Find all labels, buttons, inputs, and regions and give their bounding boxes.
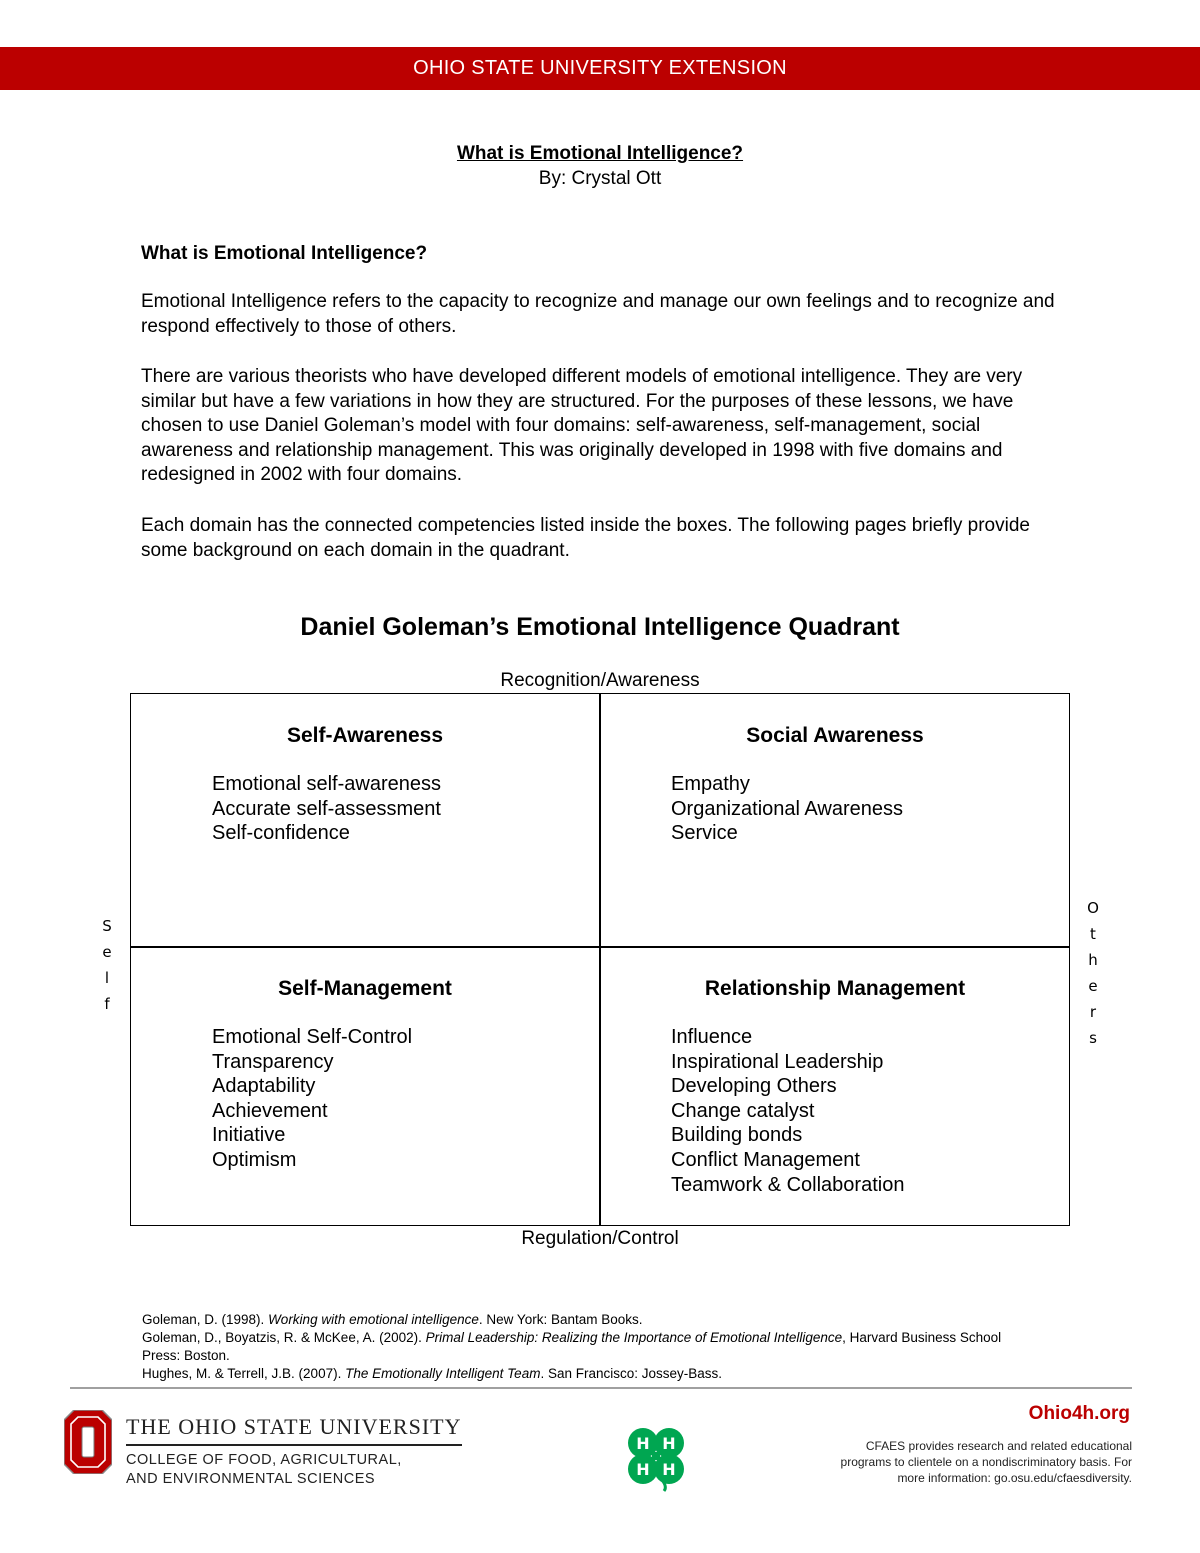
paragraph-text: Emotional Intelligence refers to the capacity to recognize and manage our own feelings and to recognize and respond effectively to those of others.: [141, 291, 1055, 337]
document-title: What is Emotional Intelligence?: [456, 143, 744, 164]
competency-item: Emotional Self-Control: [212, 1026, 413, 1048]
axis-letter: s: [1089, 1029, 1097, 1047]
quadrant-grid: [130, 693, 1070, 1226]
reference-text: . San Francisco: Jossey-Bass.: [540, 1366, 723, 1381]
competency-item: Teamwork & Collaboration: [671, 1173, 905, 1196]
competency-item: Accurate self-assessment: [212, 797, 441, 820]
competency-item: Influence: [671, 1026, 753, 1048]
footer-divider: [70, 1387, 1132, 1389]
paragraph-text: Each domain has the connected competencies listed inside the boxes. The following pages briefly provide some background on each domain in the quadrant.: [141, 515, 1030, 561]
college-name: [126, 1451, 402, 1489]
4h-clover-icon: [620, 1420, 692, 1492]
axis-letter: t: [1090, 925, 1096, 943]
svg-text:H: H: [662, 1460, 676, 1479]
section-heading: What is Emotional Intelligence?: [141, 243, 428, 264]
reference-item: [142, 1329, 1042, 1365]
university-name-underline: [126, 1444, 462, 1446]
extension-banner: [0, 47, 1200, 90]
reference-title: Working with emotional intelligence: [268, 1312, 479, 1327]
axis-letter: O: [1087, 899, 1099, 917]
axis-label-top: Recognition/Awareness: [500, 670, 700, 691]
reference-title: The Emotionally Intelligent Team: [345, 1366, 541, 1381]
competency-item: Adaptability: [212, 1075, 316, 1098]
reference-text: . New York: Bantam Books.: [478, 1312, 643, 1327]
cell-heading: Self-Management: [278, 977, 452, 1000]
reference-text: Goleman, D., Boyatzis, R. & McKee, A. (2002).: [142, 1330, 426, 1345]
cfaes-statement: [790, 1438, 1132, 1486]
university-name: THE OHIO STATE UNIVERSITY: [126, 1414, 462, 1439]
competency-item: Empathy: [671, 773, 750, 795]
svg-text:H: H: [636, 1434, 650, 1453]
block-o-logo-icon: [64, 1410, 112, 1474]
axis-label-self: [97, 913, 117, 1017]
references: [142, 1311, 1042, 1383]
quadrant-title: Daniel Goleman’s Emotional Intelligence Quadrant: [300, 613, 900, 641]
reference-text: , Harvard Business School Press: Boston.: [142, 1330, 1002, 1363]
competency-item: Organizational Awareness: [671, 797, 903, 820]
axis-letter: h: [1088, 951, 1098, 969]
axis-letter: e: [102, 943, 112, 961]
paragraph-text: There are various theorists who have developed different models of emotional intelligence. They are very similar but have a few variations in how they are structured. For the purposes of these lessons, we have chosen to use Daniel Goleman’s model with four domains: self-awareness, self-management, social awareness and relationship management. This was originally developed in 1998 with five domains and redesigned in 2002 with four domains.: [141, 366, 1023, 486]
cell-self-awareness: [131, 724, 599, 846]
reference-item: [142, 1311, 1042, 1329]
axis-label-bottom: Regulation/Control: [521, 1228, 679, 1249]
competency-item: Transparency: [212, 1050, 334, 1073]
competency-item: Self-confidence: [212, 822, 350, 845]
competency-item: Change catalyst: [671, 1099, 815, 1122]
axis-letter: l: [104, 969, 110, 987]
cell-social-awareness: [601, 724, 1069, 846]
document-author: By: Crystal Ott: [538, 168, 662, 189]
reference-item: [142, 1365, 1042, 1383]
competency-item: Achievement: [212, 1099, 328, 1122]
svg-text:H: H: [662, 1434, 676, 1453]
cell-relationship-management: [601, 977, 1069, 1197]
horizontal-divider: [131, 946, 1069, 948]
reference-text: Hughes, M. & Terrell, J.B. (2007).: [142, 1366, 346, 1381]
axis-letter: e: [1088, 977, 1098, 995]
paragraph-models: [141, 365, 1061, 488]
college-line: COLLEGE OF FOOD, AGRICULTURAL,: [126, 1452, 402, 1468]
competency-item: Inspirational Leadership: [671, 1050, 884, 1073]
reference-text: Goleman, D. (1998).: [142, 1312, 269, 1327]
college-line: AND ENVIRONMENTAL SCIENCES: [126, 1471, 376, 1487]
cfaes-line: CFAES provides research and related educational: [865, 1439, 1132, 1453]
cell-self-management: [131, 977, 599, 1173]
competency-item: Initiative: [212, 1124, 286, 1147]
cfaes-line: more information: go.osu.edu/cfaesdiversity.: [897, 1471, 1132, 1485]
cell-heading: Social Awareness: [746, 724, 924, 747]
ohio4h-link[interactable]: Ohio4h.org: [1028, 1403, 1130, 1424]
cell-heading: Relationship Management: [704, 977, 966, 1000]
svg-text:H: H: [636, 1460, 650, 1479]
axis-letter: r: [1089, 1003, 1097, 1021]
axis-label-others: [1083, 895, 1103, 1051]
cell-heading: Self-Awareness: [286, 724, 444, 747]
cfaes-line: programs to clientele on a nondiscriminatory basis. For: [840, 1455, 1132, 1469]
axis-letter: f: [104, 995, 110, 1013]
competency-list: [671, 1025, 1069, 1197]
competency-item: Conflict Management: [671, 1148, 860, 1171]
competency-item: Optimism: [212, 1148, 297, 1171]
axis-letter: S: [102, 917, 112, 935]
banner-text: OHIO STATE UNIVERSITY EXTENSION: [413, 57, 787, 79]
paragraph-domains: [141, 514, 1061, 563]
competency-list: [212, 772, 599, 846]
competency-list: [212, 1025, 599, 1173]
paragraph-definition: [141, 290, 1061, 339]
competency-item: Emotional self-awareness: [212, 773, 441, 795]
competency-item: Service: [671, 822, 738, 845]
competency-item: Developing Others: [671, 1075, 837, 1098]
competency-item: Building bonds: [671, 1124, 803, 1147]
competency-list: [671, 772, 1069, 846]
reference-title: Primal Leadership: Realizing the Importance of Emotional Intelligence: [425, 1330, 843, 1345]
